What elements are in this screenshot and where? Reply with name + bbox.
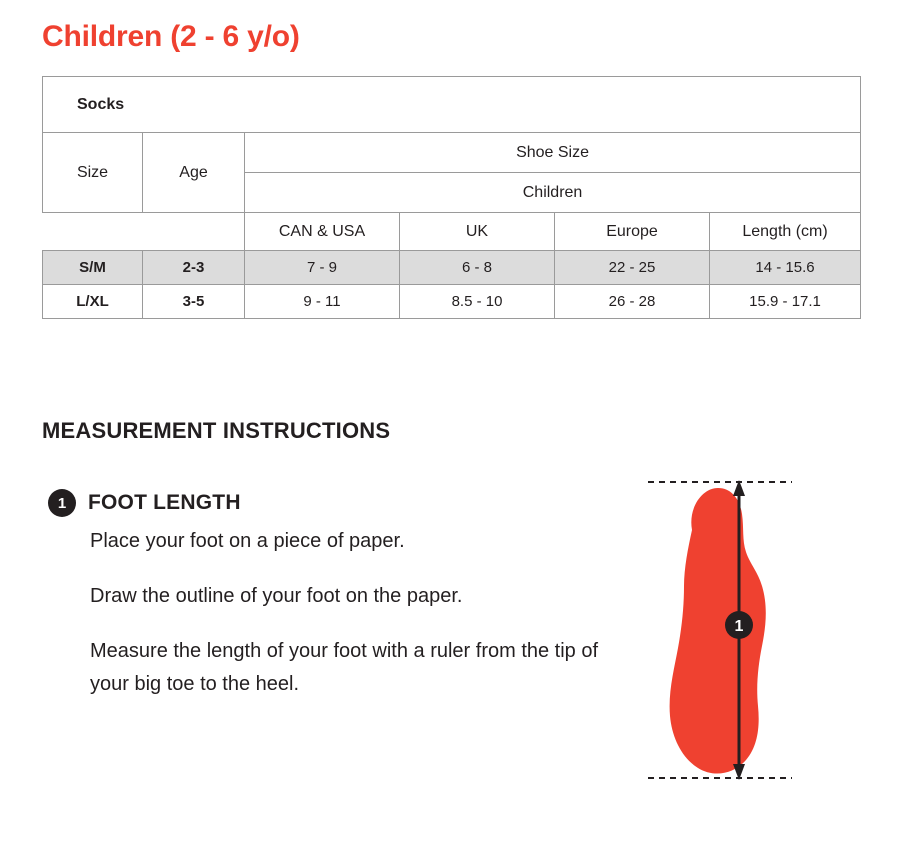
step-number-badge: 1: [48, 489, 76, 517]
foot-length-diagram: [630, 460, 810, 790]
row-uk: 8.5 - 10: [400, 285, 555, 319]
instruction-step-1: [48, 489, 608, 701]
row-can-usa: 9 - 11: [245, 285, 400, 319]
row-age: 2-3: [143, 251, 245, 285]
table-row-column-headers: [43, 213, 861, 251]
shoe-size-header: Shoe Size: [245, 133, 861, 173]
row-length: 15.9 - 17.1: [710, 285, 861, 319]
column-header-can-usa: CAN & USA: [245, 213, 400, 251]
row-europe: 26 - 28: [555, 285, 710, 319]
row-uk: 6 - 8: [400, 251, 555, 285]
row-age: 3-5: [143, 285, 245, 319]
table-row: [43, 285, 861, 319]
row-length: 14 - 15.6: [710, 251, 861, 285]
size-chart-table: [42, 76, 861, 319]
row-size: L/XL: [43, 285, 143, 319]
table-row-group-header: [43, 133, 861, 173]
column-header-uk: UK: [400, 213, 555, 251]
table-row: [43, 251, 861, 285]
category-cell: Socks: [43, 77, 861, 133]
arrow-head-bottom-icon: [733, 764, 745, 780]
column-header-europe: Europe: [555, 213, 710, 251]
step-paragraph: Measure the length of your foot with a ruler from the tip of your big toe to the heel.: [90, 640, 599, 695]
row-size: S/M: [43, 251, 143, 285]
age-header-cell: Age: [143, 133, 245, 213]
measurement-instructions-heading: MEASUREMENT INSTRUCTIONS: [42, 418, 391, 443]
arrow-head-top-icon: [733, 480, 745, 496]
page-title: Children (2 - 6 y/o): [42, 20, 300, 53]
size-header-cell: Size: [43, 133, 143, 213]
step-header: [48, 489, 608, 517]
row-can-usa: 7 - 9: [245, 251, 400, 285]
row-europe: 22 - 25: [555, 251, 710, 285]
step-body: [90, 525, 608, 701]
table-row-category: [43, 77, 861, 133]
children-subheader: Children: [245, 173, 861, 213]
step-paragraph: Place your foot on a piece of paper.: [90, 530, 405, 552]
column-header-length: Length (cm): [710, 213, 861, 251]
step-title: FOOT LENGTH: [88, 491, 241, 514]
step-paragraph: Draw the outline of your foot on the paper.: [90, 585, 463, 607]
diagram-badge-label: 1: [734, 618, 744, 635]
